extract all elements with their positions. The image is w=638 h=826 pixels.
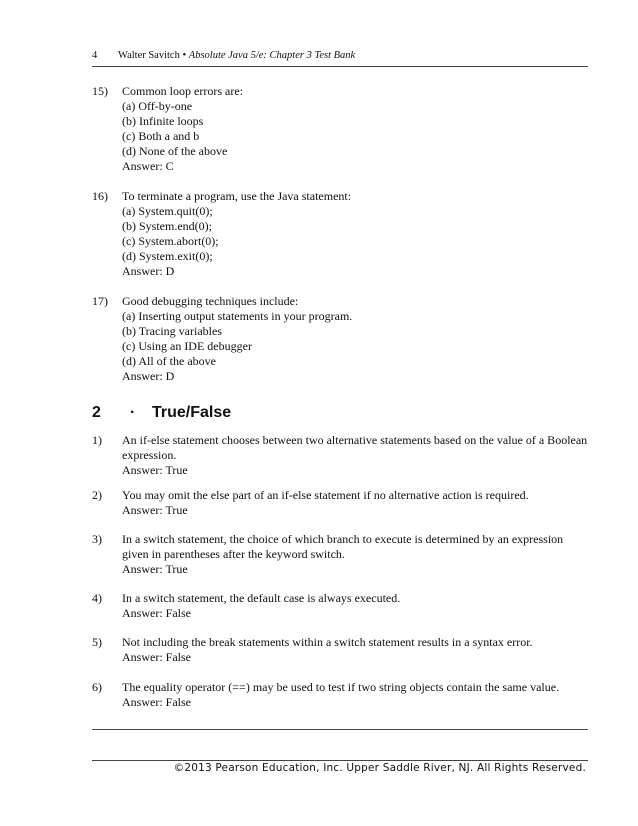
question-item bbox=[92, 635, 588, 665]
question-item bbox=[92, 189, 588, 279]
question-answer: Answer: C bbox=[122, 159, 174, 173]
page-number: 4 bbox=[92, 50, 98, 61]
question-stem: Good debugging techniques include: bbox=[122, 294, 299, 308]
page-header bbox=[92, 50, 355, 61]
question-number: 5) bbox=[92, 635, 102, 649]
header-separator: • bbox=[182, 50, 187, 61]
question-answer: Answer: False bbox=[122, 695, 191, 709]
question-answer: Answer: True bbox=[122, 562, 188, 576]
question-number: 1) bbox=[92, 433, 102, 447]
question-number: 15) bbox=[92, 84, 108, 98]
answer-option: (a) System.quit(0); bbox=[122, 204, 213, 218]
question-item bbox=[92, 532, 588, 577]
question-number: 3) bbox=[92, 532, 102, 546]
question-number: 17) bbox=[92, 294, 108, 308]
answer-option: (a) Inserting output statements in your program. bbox=[122, 309, 353, 323]
question-number: 16) bbox=[92, 189, 108, 203]
answer-option: (d) None of the above bbox=[122, 144, 228, 158]
answer-option: (b) Tracing variables bbox=[122, 324, 222, 338]
footer-rule-top bbox=[92, 729, 588, 730]
question-stem: The equality operator (==) may be used to test if two string objects contain the same value. bbox=[122, 680, 560, 694]
question-answer: Answer: True bbox=[122, 463, 188, 477]
question-stem: To terminate a program, use the Java statement: bbox=[122, 189, 352, 203]
question-stem: An if-else statement chooses between two alternative statements based on the value of a Boolean expression. bbox=[122, 433, 588, 462]
header-rule bbox=[92, 66, 588, 67]
question-answer: Answer: D bbox=[122, 264, 175, 278]
header-book-title: Absolute Java 5/e: Chapter 3 Test Bank bbox=[188, 50, 356, 61]
footer-rule bbox=[92, 760, 588, 761]
answer-option: (c) System.abort(0); bbox=[122, 234, 219, 248]
answer-option: (a) Off-by-one bbox=[122, 99, 193, 113]
question-stem: In a switch statement, the choice of which branch to execute is determined by an expression given in parentheses after the keyword switch. bbox=[122, 532, 564, 561]
header-author: Walter Savitch bbox=[118, 50, 180, 61]
question-item bbox=[92, 591, 588, 621]
question-answer: Answer: D bbox=[122, 369, 175, 383]
answer-option: (b) System.end(0); bbox=[122, 219, 212, 233]
question-stem: Common loop errors are: bbox=[122, 84, 243, 98]
question-item bbox=[92, 680, 588, 710]
copyright-footer: ©2013 Pearson Education, Inc. Upper Saddle River, NJ. All Rights Reserved. bbox=[173, 762, 586, 774]
answer-option: (d) All of the above bbox=[122, 354, 216, 368]
answer-option: (b) Infinite loops bbox=[122, 114, 204, 128]
question-answer: Answer: True bbox=[122, 503, 188, 517]
question-item bbox=[92, 433, 588, 478]
answer-option: (c) Both a and b bbox=[122, 129, 200, 143]
section-title: True/False bbox=[152, 404, 232, 421]
question-stem: In a switch statement, the default case is always executed. bbox=[122, 591, 401, 605]
section-number: 2 bbox=[92, 404, 101, 421]
question-number: 6) bbox=[92, 680, 102, 694]
section-bullet: · bbox=[130, 404, 136, 421]
answer-option: (c) Using an IDE debugger bbox=[122, 339, 252, 353]
section-heading bbox=[92, 404, 231, 422]
question-number: 2) bbox=[92, 488, 102, 502]
question-item bbox=[92, 488, 588, 518]
question-answer: Answer: False bbox=[122, 650, 191, 664]
question-stem: You may omit the else part of an if-else statement if no alternative action is required. bbox=[122, 488, 529, 502]
question-number: 4) bbox=[92, 591, 102, 605]
question-item bbox=[92, 294, 588, 384]
question-item bbox=[92, 84, 588, 174]
question-stem: Not including the break statements within a switch statement results in a syntax error. bbox=[122, 635, 533, 649]
question-answer: Answer: False bbox=[122, 606, 191, 620]
answer-option: (d) System.exit(0); bbox=[122, 249, 213, 263]
